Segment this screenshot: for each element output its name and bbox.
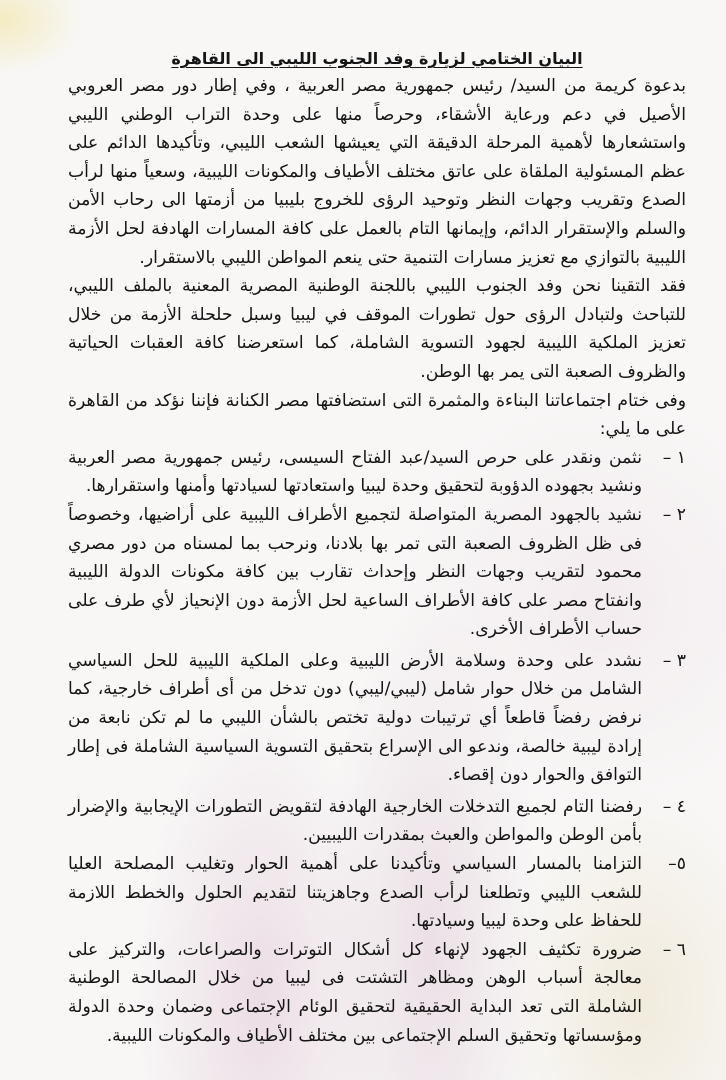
list-item-4 [68,793,686,850]
list-item-number: ٣ – [662,650,686,671]
list-item-5 [68,850,686,936]
document-title [68,48,686,70]
list-item-text: نثمن ونقدر على حرص السيد/عبد الفتاح السيسى، رئيس جمهورية مصر العربية ونشيد بجهوده الدؤوبة لتحقيق وحدة ليبيا واستعادتها لسيادتها وأمنها واستقرارها. [68,447,642,497]
list-item-number: ٤ – [662,796,686,817]
document-body [68,72,686,1050]
intro-paragraph-1: بدعوة كريمة من السيد/ رئيس جمهورية مصر العربية ، وفي إطار دور مصر العروبي الأصيل في دعم ورعاية الأشقاء، وحرصاً منها على وحدة التراب الوطني الليبي واستشعارها لأهمية المرحلة الدقيقة التي يعيشها الشعب الليبي، وتأكيدها الدائم على عظم المسئولية الملقاة على عاتق مختلف الأطياف والمكونات الليبية، وسعياً منها لرأب الصدع وتقريب وجهات النظر وتوحيد الرؤى للخروج بليبيا من أزمتها الى رحاب الأمن والسلم والإستقرار الدائم، وإيمانها التام بالعمل على كافة المسارات الهادفة لحل الأزمة الليبية بالتوازي مع تعزيز مسارات التنمية حتى ينعم المواطن الليبي بالاستقرار. [68,76,686,268]
intro-paragraph-2: فقد التقينا نحن وفد الجنوب الليبي باللجنة الوطنية المصرية المعنية بالملف الليبي، للتباحث ولتبادل الرؤى حول تطورات الموقف في ليبيا وسبل حلحلة الأزمة من خلال تعزيز الملكية الليبية لجهود التسوية الشاملة، كما استعرضنا كافة العقبات الحياتية والظروف الصعبة التى يمر بها الوطن. [68,276,686,382]
list-item-6 [68,936,686,1050]
list-item-text: نشدد على وحدة وسلامة الأرض الليبية وعلى الملكية الليبية للحل السياسي الشامل من خلال حوار شامل (ليبي/ليبي) دون تدخل من أى أطراف خارجية، كما نرفض رفضاً قاطعاً أي ترتيبات دولية تختص بالشأن الليبي ما لم تكن نابعة من إرادة ليبية خالصة، وندعو الى الإسراع بتحقيق التسوية السياسية الشاملة فى إطار التوافق والحوار دون إقصاء. [68,650,642,786]
list-item-text: نشيد بالجهود المصرية المتواصلة لتجميع الأطراف الليبية على أراضيها، وخصوصاً فى ظل الظروف الصعبة التى تمر بها بلادنا، ونرحب بما لمسناه من دور مصري محمود لتقريب وجهات النظر وإحداث تقارب بين كافة مكونات الدولة الليبية وانفتاح مصر على كافة الأطراف الساعية لحل الأزمة دون الإنحياز لأي طرف على حساب الأطراف الأخرى. [68,504,642,640]
list-item-text: التزامنا بالمسار السياسي وتأكيدنا على أهمية الحوار وتغليب المصلحة العليا للشعب الليبي وتطلعنا لرأب الصدع وجاهزيتنا لتقديم الحلول والخطط اللازمة للحفاظ على وحدة ليبيا وسيادتها. [68,854,642,932]
list-item-1 [68,444,686,501]
list-item-number: ١ – [662,447,686,468]
list-item-text: رفضنا التام لجميع التدخلات الخارجية الهادفة لتقويض التطورات الإيجابية والإضرار بأمن الوطن والمواطن والعبث بمقدرات الليبيين. [68,796,642,846]
list-item-text: ضرورة تكثيف الجهود لإنهاء كل أشكال التوترات والصراعات، والتركيز على معالجة أسباب الوهن ومظاهر التشتت فى ليبيا من خلال المصالحة الوطنية الشاملة التى تعد البداية الحقيقية لتحقيق الوئام الإجتماعى وضمان وحدة الدولة ومؤسساتها وتحقيق السلم الإجتماعى بين مختلف الأطياف والمكونات الليبية. [68,939,642,1046]
list-item-number: ٦ – [662,939,686,960]
list-item-2 [68,501,686,644]
document-title-text: البيان الختامي لزيارة وفد الجنوب الليبي الى القاهرة [171,49,583,68]
list-item-3 [68,647,686,790]
list-item-number: ٥– [668,854,686,875]
list-item-number: ٢ – [662,504,686,525]
intro-paragraph-3: وفى ختام اجتماعاتنا البناءة والمثمرة التى استضافتها مصر الكنانة فإننا نؤكد من القاهرة على ما يلي: [68,390,686,440]
